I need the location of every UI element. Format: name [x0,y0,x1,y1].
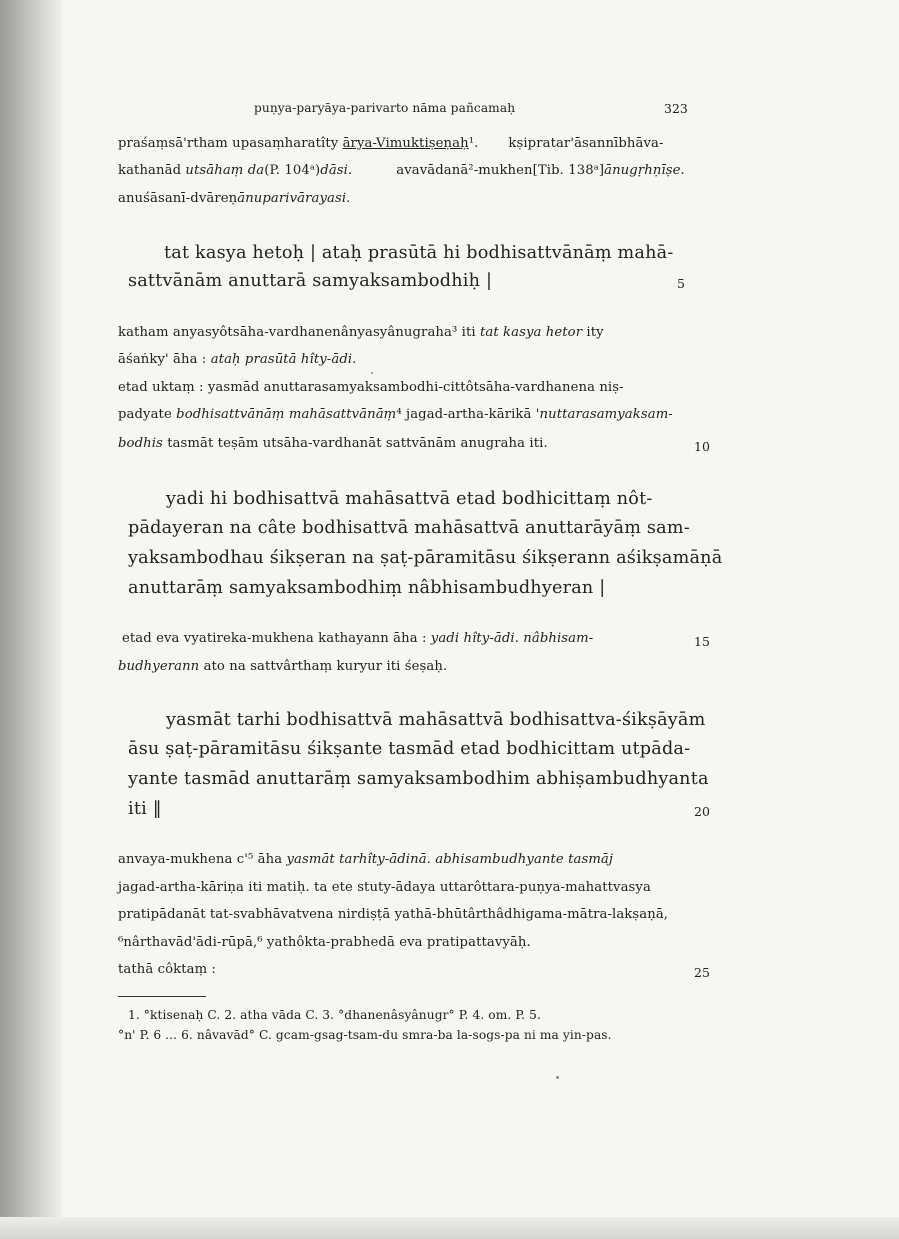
commentary-line-13: pratipādanāt tat-svabhāvatvena nirdiṣṭā yathā-bhūtârthâdhigama-mātra-lakṣaṇā, [118,907,669,922]
commentary-line-11: anvaya-mukhena c'⁵ āha yasmāt tarhîty-ādinā. abhisambudhyante tasmāj [118,852,614,867]
scan-bottom-edge [0,1217,899,1239]
line-number-25: 25 [694,965,710,980]
line-number-20: 20 [694,804,710,819]
verse-1-line-1: tat kasya hetoḥ | ataḥ prasūtā hi bodhisattvānāṃ mahā- [164,243,674,263]
page-number: 323 [664,101,688,116]
scan-speck [371,372,373,374]
commentary-line-2: kathanād utsāhaṃ da(P. 104ᵃ)dāsi. avavādanā²-mukhen[Tib. 138ᵃ]ānugṛhṇīṣe. [118,163,685,178]
running-header-title: puṇya-paryāya-parivarto nāma pañcamaḥ [254,101,516,115]
line-number-15: 15 [694,634,710,649]
verse-3-line-1: yasmāt tarhi bodhisattvā mahāsattvā bodhisattva-śikṣāyām [166,710,706,730]
footnote-line-1: 1. °ktisenaḥ C. 2. atha vāda C. 3. °dhanenâsyânugr° P. 4. om. P. 5. [128,1008,541,1022]
footnote-rule [118,996,206,997]
commentary-line-6: etad uktaṃ : yasmād anuttarasamyaksambodhi-cittôtsāha-vardhanena niṣ- [118,380,624,395]
scan-binding-shadow [0,0,62,1239]
verse-1-line-2: sattvānām anuttarā samyaksambodhiḥ | [128,271,493,291]
commentary-line-5: āśaṅky' āha : ataḥ prasūtā hîty-ādi. [118,352,357,367]
commentary-line-12: jagad-artha-kāriṇa iti matiḥ. ta ete stuty-ādaya uttarôttara-puṇya-mahattvasya [118,880,651,895]
verse-3-line-3: yante tasmād anuttarāṃ samyaksambodhim abhiṣambudhyanta [128,769,709,789]
verse-2-line-2: pādayeran na câte bodhisattvā mahāsattvā anuttarāyāṃ sam- [128,518,690,538]
commentary-line-14: ⁶nârthavād'ādi-rūpā,⁶ yathôkta-prabhedā eva pratipattavyāḥ. [118,935,531,950]
commentary-line-3: anuśāsanī-dvāreṇānuparivārayasi. [118,191,351,206]
commentary-line-1: praśaṃsā'rtham upasaṃharatîty ārya-Vimuktiṣeṇaḥ¹. kṣipratar'āsannībhāva- [118,136,664,151]
line-number-10: 10 [694,439,710,454]
commentary-line-7: padyate bodhisattvānāṃ mahāsattvānāṃ⁴ jagad-artha-kārikā 'nuttarasamyaksam- [118,407,673,422]
commentary-line-9: etad eva vyatireka-mukhena kathayann āha : yadi hîty-ādi. nâbhisam- [122,631,594,646]
verse-2-line-1: yadi hi bodhisattvā mahāsattvā etad bodhicittaṃ nôt- [166,489,653,509]
footnote-line-2: °n' P. 6 ... 6. nâvavād° C. gcam-gsag-tsam-du smra-ba la-sogs-pa ni ma yin-pas. [118,1028,612,1042]
verse-3-line-4: iti ‖ [128,799,162,819]
verse-2-line-4: anuttarāṃ samyaksambodhiṃ nâbhisambudhyeran | [128,578,606,598]
commentary-line-15: tathā côktaṃ : [118,962,217,977]
verse-3-line-2: āsu ṣaṭ-pāramitāsu śikṣante tasmād etad bodhicittam utpāda- [128,739,691,759]
commentary-line-10: budhyerann ato na sattvârthaṃ kuryur iti śeṣaḥ. [118,659,448,674]
verse-2-line-3: yaksambodhau śikṣeran na ṣaṭ-pāramitāsu śikṣerann aśikṣamāṇā [128,548,723,568]
commentary-line-8: bodhis tasmāt teṣām utsāha-vardhanāt sattvānām anugraha iti. [118,436,548,451]
scan-speck [556,1076,559,1079]
commentary-line-4: katham anyasyôtsāha-vardhanenânyasyânugraha³ iti tat kasya hetor ity [118,325,604,340]
line-number-5: 5 [677,276,685,291]
